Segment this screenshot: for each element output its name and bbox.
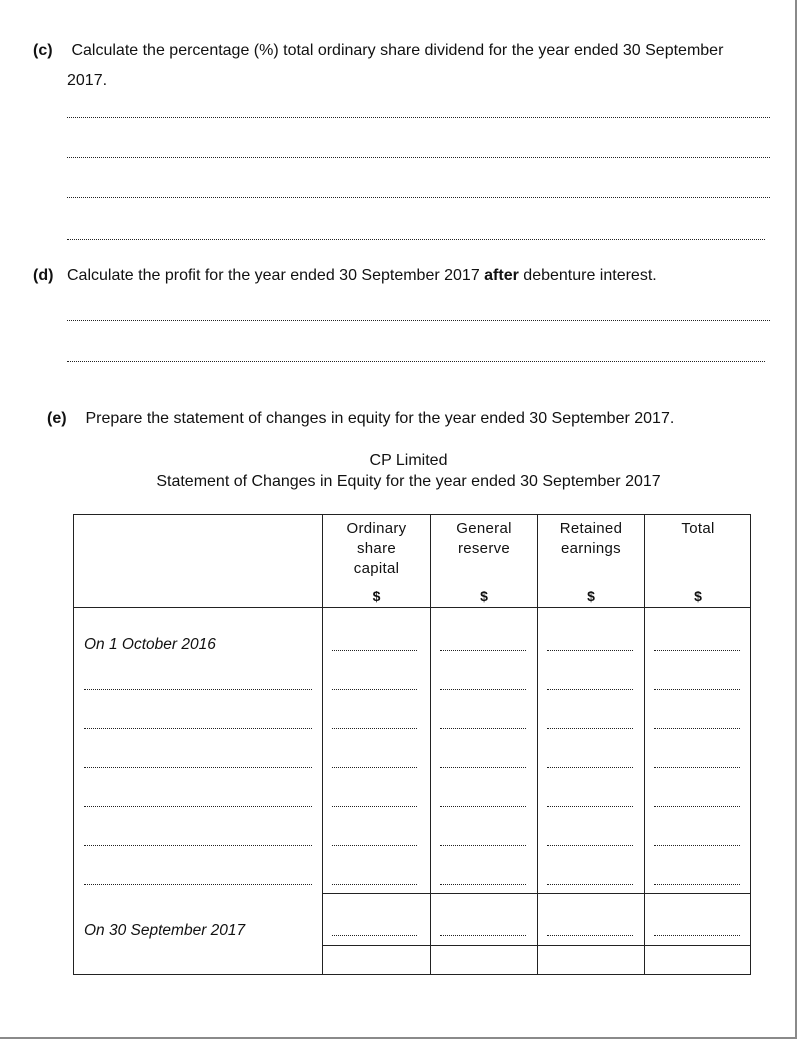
statement-title: Statement of Changes in Equity for the year ended 30 September 2017 (156, 473, 661, 490)
amount-entry-blank[interactable] (547, 650, 633, 651)
answer-line[interactable] (67, 197, 770, 198)
header-text: capital (353, 560, 400, 577)
amount-entry-blank[interactable] (654, 767, 740, 768)
header-text: Ordinary (346, 520, 407, 537)
amount-entry-blank[interactable] (440, 935, 526, 936)
company-name: CP Limited (369, 452, 448, 469)
question-d (33, 263, 783, 289)
currency-label: $ (694, 588, 702, 604)
description-entry-blank[interactable] (84, 845, 312, 846)
column-divider (537, 515, 538, 974)
amount-entry-blank[interactable] (440, 689, 526, 690)
answer-line[interactable] (67, 157, 770, 158)
amount-entry-blank[interactable] (332, 728, 417, 729)
amount-entry-blank[interactable] (440, 845, 526, 846)
question-d-emphasis: after (484, 267, 519, 284)
amount-entry-blank[interactable] (332, 689, 417, 690)
question-e-text: Prepare the statement of changes in equity for the year ended 30 September 2017. (85, 410, 675, 427)
header-text: earnings (561, 540, 621, 557)
amount-entry-blank[interactable] (547, 806, 633, 807)
question-c (33, 38, 783, 64)
header-text: share (356, 540, 397, 557)
currency-label: $ (480, 588, 488, 604)
amount-entry-blank[interactable] (654, 935, 740, 936)
amount-entry-blank[interactable] (654, 650, 740, 651)
header-divider (74, 607, 751, 608)
column-header-general-reserve (431, 519, 537, 559)
amount-entry-blank[interactable] (440, 767, 526, 768)
amount-entry-blank[interactable] (547, 884, 633, 885)
amount-entry-blank[interactable] (547, 935, 633, 936)
question-e-label: (e) (47, 410, 67, 427)
amount-entry-blank[interactable] (654, 845, 740, 846)
amount-entry-blank[interactable] (547, 767, 633, 768)
amount-entry-blank[interactable] (440, 884, 526, 885)
amount-entry-blank[interactable] (332, 650, 417, 651)
amount-entry-blank[interactable] (547, 845, 633, 846)
description-entry-blank[interactable] (84, 728, 312, 729)
question-e (47, 406, 787, 432)
description-entry-blank[interactable] (84, 689, 312, 690)
question-c-label: (c) (33, 42, 53, 59)
question-c-text-line2: 2017. (67, 72, 108, 89)
currency-label: $ (372, 588, 381, 604)
column-header-total (645, 519, 751, 539)
amount-entry-blank[interactable] (654, 806, 740, 807)
column-divider (430, 515, 431, 974)
amount-entry-blank[interactable] (547, 689, 633, 690)
amount-entry-blank[interactable] (332, 806, 417, 807)
question-d-text-end: debenture interest. (518, 267, 657, 284)
question-d-text (67, 267, 657, 284)
column-divider (322, 515, 323, 974)
total-line (322, 945, 751, 946)
amount-entry-blank[interactable] (332, 767, 417, 768)
amount-entry-blank[interactable] (440, 650, 526, 651)
equity-statement-table (73, 514, 751, 975)
amount-entry-blank[interactable] (440, 728, 526, 729)
amount-entry-blank[interactable] (332, 884, 417, 885)
row-label-closing: On 30 September 2017 (84, 922, 246, 939)
description-entry-blank[interactable] (84, 767, 312, 768)
header-text: General (456, 520, 512, 537)
column-header-retained-earnings (538, 519, 644, 559)
subtotal-line (322, 893, 751, 894)
question-d-text-start: Calculate the profit for the year ended 30 September 2017 (67, 267, 485, 284)
amount-entry-blank[interactable] (654, 728, 740, 729)
amount-entry-blank[interactable] (654, 689, 740, 690)
question-c-text: Calculate the percentage (%) total ordinary share dividend for the year ended 30 September (71, 42, 724, 59)
question-d-label: (d) (33, 267, 54, 284)
description-entry-blank[interactable] (84, 884, 312, 885)
currency-label: $ (587, 588, 595, 604)
answer-line[interactable] (67, 117, 770, 118)
header-text: Retained (559, 520, 623, 537)
column-divider (644, 515, 645, 974)
amount-entry-blank[interactable] (547, 728, 633, 729)
column-header-share-capital (323, 519, 430, 579)
amount-entry-blank[interactable] (440, 806, 526, 807)
header-text: Total (681, 520, 715, 537)
amount-entry-blank[interactable] (332, 845, 417, 846)
amount-entry-blank[interactable] (332, 935, 417, 936)
answer-line[interactable] (67, 361, 765, 362)
description-entry-blank[interactable] (84, 806, 312, 807)
answer-line[interactable] (67, 320, 770, 321)
header-text: reserve (457, 540, 511, 557)
row-label-opening: On 1 October 2016 (84, 636, 216, 653)
amount-entry-blank[interactable] (654, 884, 740, 885)
answer-line[interactable] (67, 239, 765, 240)
